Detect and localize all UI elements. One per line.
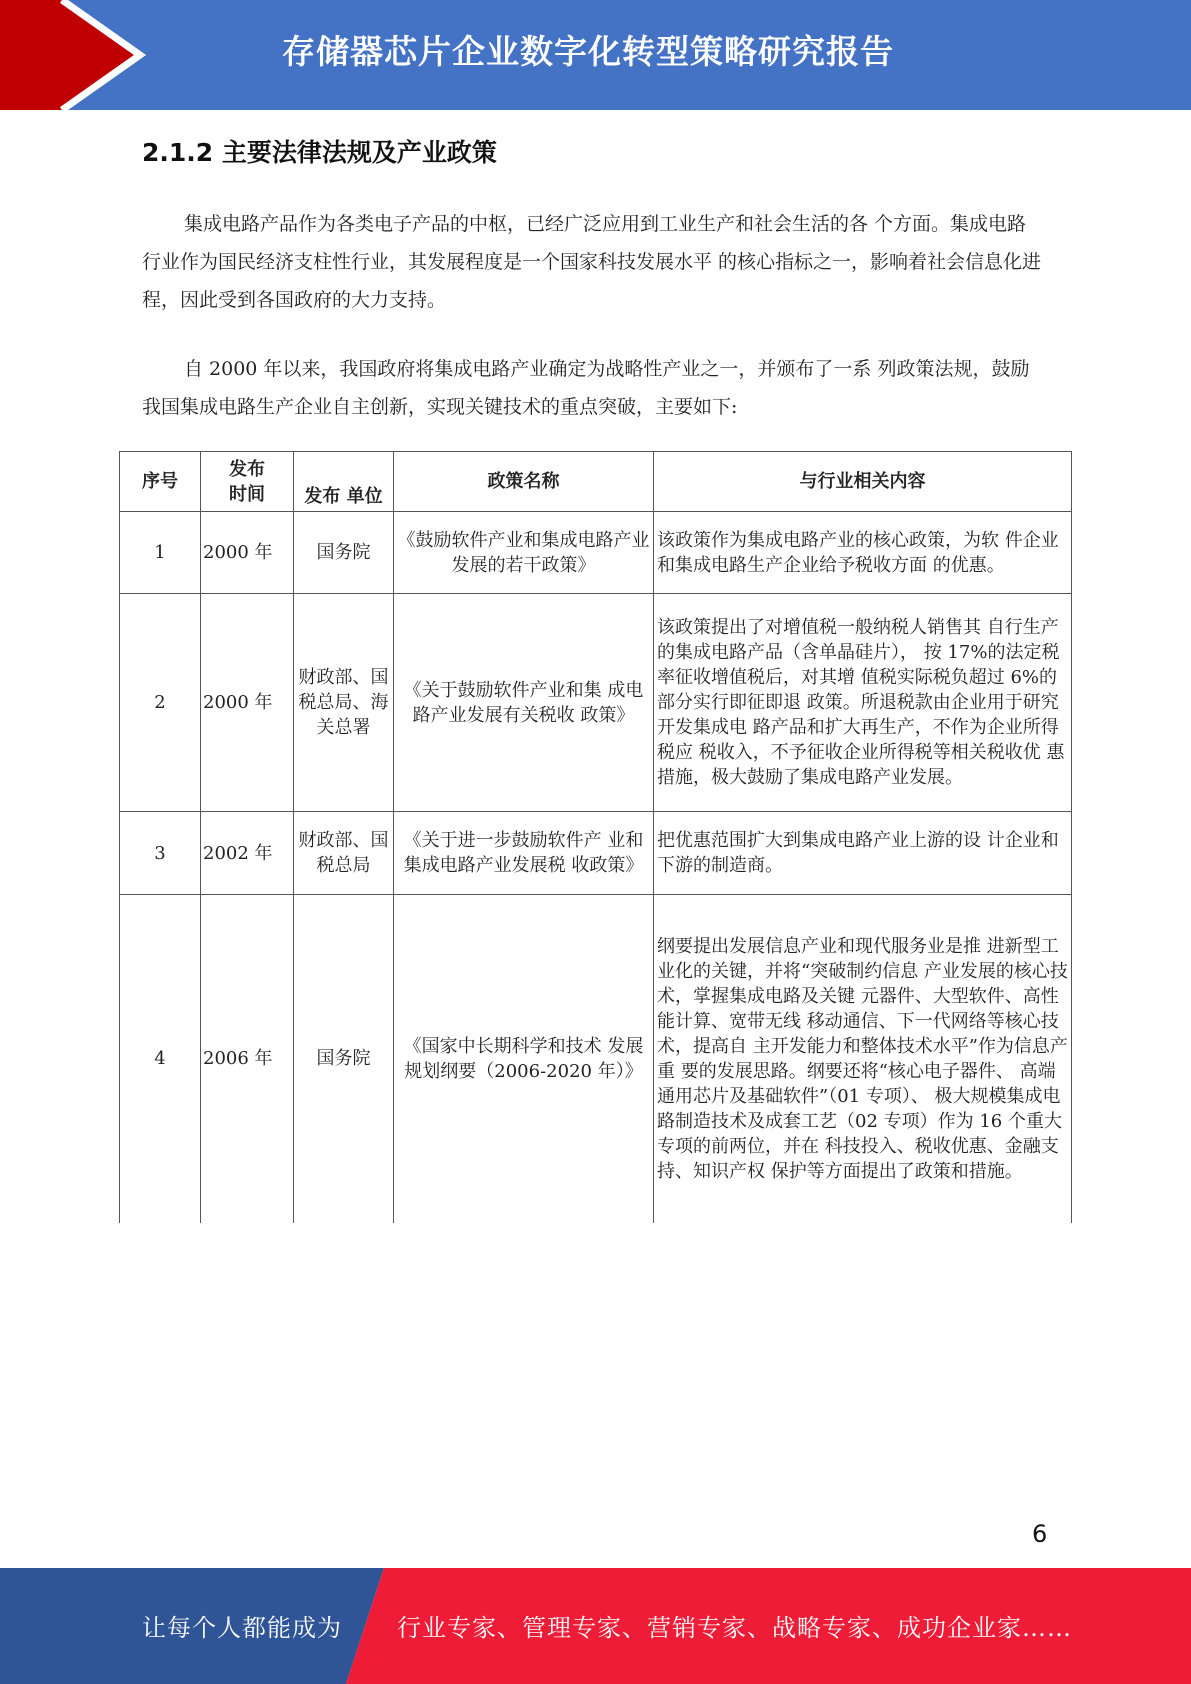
cell-unit: 财政部、国税总局、海关总署 xyxy=(294,594,394,812)
table-header-row xyxy=(120,452,1072,512)
cell-time: 2002 年 xyxy=(201,812,294,895)
cell-policy-name: 《关于进一步鼓励软件产 业和集成电路产业发展税 收政策》 xyxy=(394,812,654,895)
cell-no: 2 xyxy=(120,594,201,812)
cell-time: 2000 年 xyxy=(201,512,294,594)
report-title: 存储器芯片企业数字化转型策略研究报告 xyxy=(282,32,894,71)
cell-content: 纲要提出发展信息产业和现代服务业是推 进新型工业化的关键，并将“突破制约信息 产业发展的核心技术，掌握集成电路及关键 元器件、大型软件、高性能计算、宽带无线 移动通信、下一代网络等核心技术，提高自 主开发能力和整体技术水平”作为信息产重 要的发展思路。纲要还将“核心电子器件、 高端通用芯片及基础软件”（01 专项）、 极大规模集成电路制造技术及成套工艺（02 专项）作为 16 个重大专项的前两位，并在 科技投入、税收优惠、金融支持、知识产权 保护等方面提出了政策和措施。 xyxy=(654,895,1072,1223)
footer-slogan-right: 行业专家、管理专家、营销专家、战略专家、成功企业家…… xyxy=(397,1614,1072,1642)
cell-time: 2006 年 xyxy=(201,895,294,1223)
cell-unit: 国务院 xyxy=(294,895,394,1223)
header-policy-name: 政策名称 xyxy=(394,452,654,512)
cell-no: 4 xyxy=(120,895,201,1223)
footer-band xyxy=(0,1568,1191,1684)
red-arrow-icon xyxy=(0,0,160,110)
cell-policy-name: 《鼓励软件产业和集成电路产业发展的若干政策》 xyxy=(394,512,654,594)
page-number: 6 xyxy=(1032,1520,1048,1548)
section-heading: 2.1.2 主要法律法规及产业政策 xyxy=(142,138,497,167)
report-header-band xyxy=(0,0,1191,110)
header-unit: 发布 单位 xyxy=(294,452,394,512)
cell-unit: 国务院 xyxy=(294,512,394,594)
cell-unit: 财政部、国税总局 xyxy=(294,812,394,895)
cell-time: 2000 年 xyxy=(201,594,294,812)
header-time-line1: 发布 xyxy=(229,458,265,480)
intro-paragraph: 集成电路产品作为各类电子产品的中枢，已经广泛应用到工业生产和社会生活的各 个方面。集成电路行业作为国民经济支柱性行业，其发展程度是一个国家科技发展水平 的核心指标之一，影响着社会信息化进程，因此受到各国政府的大力支持。 xyxy=(142,213,1042,311)
table-row xyxy=(120,895,1072,1223)
header-time-line2: 时间 xyxy=(229,483,265,505)
table-row xyxy=(120,812,1072,895)
cell-content: 把优惠范围扩大到集成电路产业上游的设 计企业和下游的制造商。 xyxy=(654,812,1072,895)
header-content: 与行业相关内容 xyxy=(654,452,1072,512)
footer-slogan-left: 让每个人都能成为 xyxy=(142,1614,342,1642)
header-time xyxy=(201,452,294,512)
policy-table xyxy=(119,451,1072,1223)
table-row xyxy=(120,594,1072,812)
cell-content: 该政策作为集成电路产业的核心政策，为软 件企业和集成电路生产企业给予税收方面 的优惠。 xyxy=(654,512,1072,594)
header-no: 序号 xyxy=(120,452,201,512)
cell-no: 1 xyxy=(120,512,201,594)
policy-intro-paragraph: 自 2000 年以来，我国政府将集成电路产业确定为战略性产业之一，并颁布了一系 列政策法规，鼓励我国集成电路生产企业自主创新，实现关键技术的重点突破，主要如下: xyxy=(142,358,1030,418)
table-row xyxy=(120,512,1072,594)
cell-policy-name: 《关于鼓励软件产业和集 成电路产业发展有关税收 政策》 xyxy=(394,594,654,812)
cell-policy-name: 《国家中长期科学和技术 发展规划纲要（2006-2020 年）》 xyxy=(394,895,654,1223)
cell-no: 3 xyxy=(120,812,201,895)
cell-content: 该政策提出了对增值税一般纳税人销售其 自行生产的集成电路产品（含单晶硅片）， 按 17%的法定税率征收增值税后，对其增 值税实际税负超过 6%的部分实行即征即退 政策。所退税款由企业用于研究开发集成电 路产品和扩大再生产，不作为企业所得税应 税收入，不予征收企业所得税等相关税收优 惠措施，极大鼓励了集成电路产业发展。 xyxy=(654,594,1072,812)
